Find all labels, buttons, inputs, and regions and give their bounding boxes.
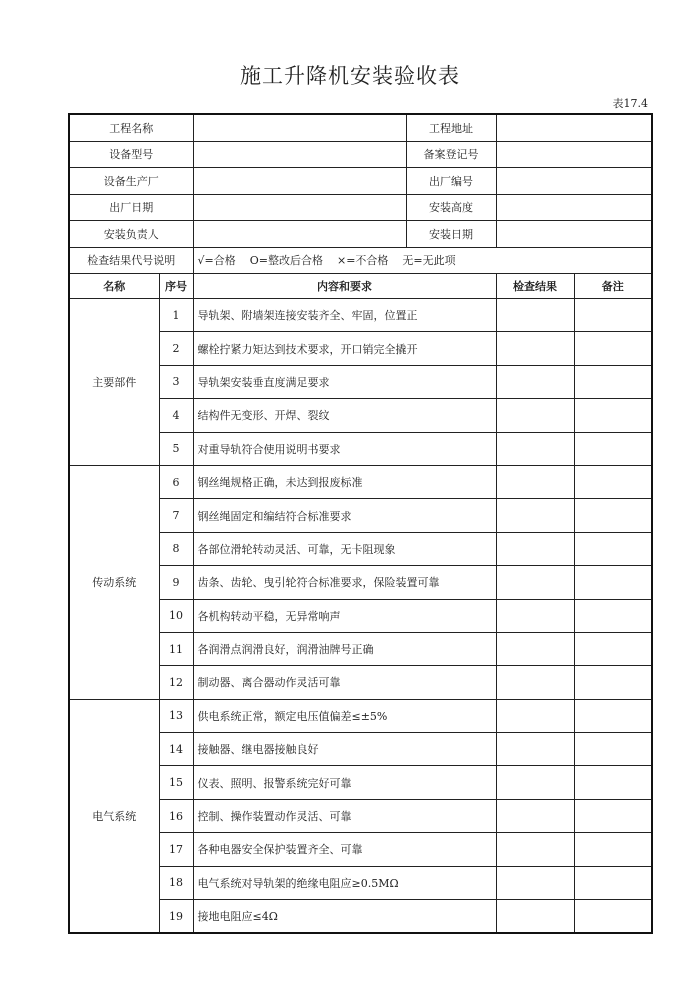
group-name: 电气系统 xyxy=(69,699,159,933)
info-row xyxy=(69,194,652,221)
item-content: 齿条、齿轮、曳引轮符合标准要求，保险装置可靠 xyxy=(193,566,496,599)
result-cell[interactable] xyxy=(496,399,574,432)
remark-cell[interactable] xyxy=(574,833,652,866)
item-seq: 19 xyxy=(159,900,193,934)
remark-cell[interactable] xyxy=(574,632,652,665)
result-cell[interactable] xyxy=(496,866,574,899)
header-content: 内容和要求 xyxy=(193,274,496,299)
legend-row xyxy=(69,247,652,274)
remark-cell[interactable] xyxy=(574,900,652,934)
item-content: 钢丝绳规格正确，未达到报废标准 xyxy=(193,465,496,498)
result-cell[interactable] xyxy=(496,566,574,599)
item-seq: 2 xyxy=(159,332,193,365)
info-label: 安装日期 xyxy=(406,221,496,248)
info-value-field[interactable] xyxy=(193,114,406,141)
info-label: 设备型号 xyxy=(69,141,193,168)
item-content: 导轨架安装垂直度满足要求 xyxy=(193,365,496,398)
remark-cell[interactable] xyxy=(574,365,652,398)
item-content: 制动器、离合器动作灵活可靠 xyxy=(193,666,496,699)
info-label: 备案登记号 xyxy=(406,141,496,168)
info-row xyxy=(69,114,652,141)
item-content: 电气系统对导轨架的绝缘电阻应≥0.5MΩ xyxy=(193,866,496,899)
remark-cell[interactable] xyxy=(574,566,652,599)
item-seq: 14 xyxy=(159,733,193,766)
acceptance-table xyxy=(68,113,653,934)
item-seq: 13 xyxy=(159,699,193,732)
group-name: 传动系统 xyxy=(69,465,159,699)
item-content: 螺栓拧紧力矩达到技术要求，开口销完全撬开 xyxy=(193,332,496,365)
item-seq: 17 xyxy=(159,833,193,866)
result-cell[interactable] xyxy=(496,465,574,498)
info-value-field[interactable] xyxy=(193,221,406,248)
info-value-field[interactable] xyxy=(496,221,652,248)
info-value-field[interactable] xyxy=(193,141,406,168)
result-cell[interactable] xyxy=(496,666,574,699)
remark-cell[interactable] xyxy=(574,666,652,699)
legend-item: 无=无此项 xyxy=(402,254,456,268)
item-seq: 16 xyxy=(159,799,193,832)
result-cell[interactable] xyxy=(496,432,574,465)
item-seq: 5 xyxy=(159,432,193,465)
header-name: 名称 xyxy=(69,274,159,299)
item-content: 对重导轨符合使用说明书要求 xyxy=(193,432,496,465)
result-cell[interactable] xyxy=(496,299,574,332)
item-content: 接触器、继电器接触良好 xyxy=(193,733,496,766)
result-cell[interactable] xyxy=(496,332,574,365)
item-content: 各机构转动平稳，无异常响声 xyxy=(193,599,496,632)
document-title: 施工升降机安装验收表 xyxy=(240,64,460,88)
result-cell[interactable] xyxy=(496,799,574,832)
legend-items xyxy=(193,247,652,274)
item-seq: 8 xyxy=(159,532,193,565)
remark-cell[interactable] xyxy=(574,866,652,899)
item-content: 导轨架、附墙架连接安装齐全、牢固，位置正 xyxy=(193,299,496,332)
item-content: 仪表、照明、报警系统完好可靠 xyxy=(193,766,496,799)
item-seq: 12 xyxy=(159,666,193,699)
legend-item: √=合格 xyxy=(197,254,236,268)
remark-cell[interactable] xyxy=(574,799,652,832)
result-cell[interactable] xyxy=(496,499,574,532)
result-cell[interactable] xyxy=(496,599,574,632)
info-label: 出厂日期 xyxy=(69,194,193,221)
header-result: 检查结果 xyxy=(496,274,574,299)
remark-cell[interactable] xyxy=(574,399,652,432)
remark-cell[interactable] xyxy=(574,432,652,465)
info-value-field[interactable] xyxy=(496,194,652,221)
item-seq: 11 xyxy=(159,632,193,665)
result-cell[interactable] xyxy=(496,833,574,866)
remark-cell[interactable] xyxy=(574,465,652,498)
item-seq: 18 xyxy=(159,866,193,899)
remark-cell[interactable] xyxy=(574,733,652,766)
result-cell[interactable] xyxy=(496,766,574,799)
table-row xyxy=(69,699,652,732)
remark-cell[interactable] xyxy=(574,332,652,365)
info-label: 出厂编号 xyxy=(406,168,496,195)
item-content: 各种电器安全保护装置齐全、可靠 xyxy=(193,833,496,866)
item-content: 结构件无变形、开焊、裂纹 xyxy=(193,399,496,432)
item-seq: 10 xyxy=(159,599,193,632)
item-content: 各润滑点润滑良好，润滑油牌号正确 xyxy=(193,632,496,665)
info-row xyxy=(69,168,652,195)
info-label: 工程地址 xyxy=(406,114,496,141)
info-label: 安装负责人 xyxy=(69,221,193,248)
info-value-field[interactable] xyxy=(496,114,652,141)
header-remark: 备注 xyxy=(574,274,652,299)
remark-cell[interactable] xyxy=(574,699,652,732)
group-name: 主要部件 xyxy=(69,299,159,466)
table-number: 表17.4 xyxy=(612,97,648,110)
item-content: 供电系统正常，额定电压值偏差≤±5% xyxy=(193,699,496,732)
item-seq: 3 xyxy=(159,365,193,398)
info-row xyxy=(69,221,652,248)
info-value-field[interactable] xyxy=(496,168,652,195)
result-cell[interactable] xyxy=(496,632,574,665)
item-seq: 9 xyxy=(159,566,193,599)
item-content: 接地电阻应≤4Ω xyxy=(193,900,496,934)
info-value-field[interactable] xyxy=(193,194,406,221)
info-label: 安装高度 xyxy=(406,194,496,221)
remark-cell[interactable] xyxy=(574,299,652,332)
item-seq: 1 xyxy=(159,299,193,332)
result-cell[interactable] xyxy=(496,365,574,398)
item-seq: 7 xyxy=(159,499,193,532)
header-row xyxy=(69,274,652,299)
header-seq: 序号 xyxy=(159,274,193,299)
table-row xyxy=(69,299,652,332)
item-content: 控制、操作装置动作灵活、可靠 xyxy=(193,799,496,832)
item-seq: 4 xyxy=(159,399,193,432)
legend-label: 检查结果代号说明 xyxy=(69,247,193,274)
remark-cell[interactable] xyxy=(574,499,652,532)
info-label: 工程名称 xyxy=(69,114,193,141)
legend-item: O=整改后合格 xyxy=(249,254,323,268)
result-cell[interactable] xyxy=(496,900,574,934)
result-cell[interactable] xyxy=(496,532,574,565)
table-row xyxy=(69,465,652,498)
info-value-field[interactable] xyxy=(193,168,406,195)
result-cell[interactable] xyxy=(496,733,574,766)
remark-cell[interactable] xyxy=(574,599,652,632)
remark-cell[interactable] xyxy=(574,532,652,565)
info-row xyxy=(69,141,652,168)
item-seq: 6 xyxy=(159,465,193,498)
remark-cell[interactable] xyxy=(574,766,652,799)
legend-item: ×=不合格 xyxy=(336,254,389,268)
item-seq: 15 xyxy=(159,766,193,799)
result-cell[interactable] xyxy=(496,699,574,732)
item-content: 钢丝绳固定和编结符合标准要求 xyxy=(193,499,496,532)
item-content: 各部位滑轮转动灵活、可靠，无卡阻现象 xyxy=(193,532,496,565)
info-label: 设备生产厂 xyxy=(69,168,193,195)
info-value-field[interactable] xyxy=(496,141,652,168)
